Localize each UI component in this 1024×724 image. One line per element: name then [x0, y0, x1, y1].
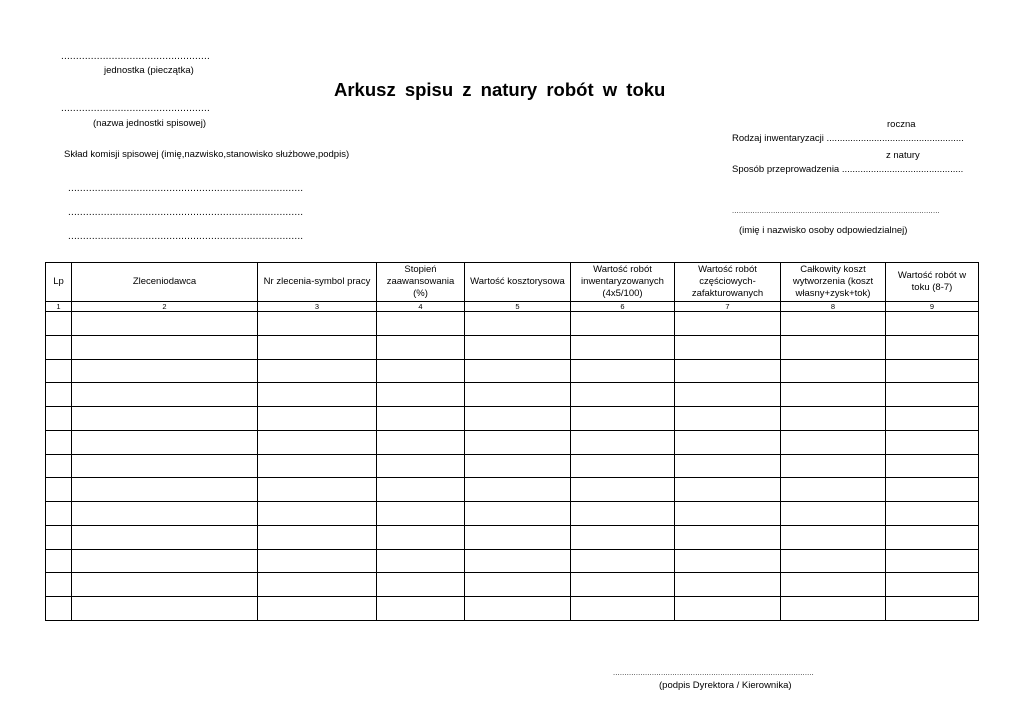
table-row	[46, 549, 979, 573]
table-cell[interactable]	[886, 525, 979, 549]
table-cell[interactable]	[886, 573, 979, 597]
table-cell[interactable]	[258, 359, 377, 383]
column-header-lp: Lp	[46, 263, 72, 302]
table-cell[interactable]	[72, 597, 258, 621]
table-row	[46, 335, 979, 359]
table-cell[interactable]	[675, 597, 781, 621]
table-cell[interactable]	[377, 312, 465, 336]
column-header-progress: Stopień zaawansowania (%)	[377, 263, 465, 302]
table-cell[interactable]	[675, 478, 781, 502]
table-cell[interactable]	[465, 359, 571, 383]
table-row	[46, 359, 979, 383]
table-body	[46, 312, 979, 621]
table-cell[interactable]	[886, 312, 979, 336]
table-cell[interactable]	[258, 549, 377, 573]
table-row	[46, 478, 979, 502]
column-number: 8	[781, 302, 886, 312]
table-cell[interactable]	[465, 478, 571, 502]
commission-line: ...............................................................................	[68, 231, 304, 242]
column-number: 5	[465, 302, 571, 312]
table-cell[interactable]	[377, 597, 465, 621]
table-cell[interactable]	[571, 383, 675, 407]
table-cell[interactable]	[675, 502, 781, 526]
commission-line: ...............................................................................	[68, 207, 304, 218]
table-cell[interactable]	[886, 359, 979, 383]
table-cell[interactable]	[258, 312, 377, 336]
column-number: 1	[46, 302, 72, 312]
table-cell[interactable]	[571, 597, 675, 621]
table-cell[interactable]	[571, 359, 675, 383]
table-cell[interactable]	[46, 359, 72, 383]
table-cell[interactable]	[377, 525, 465, 549]
column-number: 7	[675, 302, 781, 312]
table-cell[interactable]	[377, 573, 465, 597]
unit-stamp-line: ..................................................	[61, 51, 210, 62]
table-cell[interactable]	[886, 407, 979, 431]
table-cell[interactable]	[781, 407, 886, 431]
table-cell[interactable]	[571, 478, 675, 502]
table-cell[interactable]	[781, 430, 886, 454]
table-cell[interactable]	[465, 454, 571, 478]
table-cell[interactable]	[72, 312, 258, 336]
table-cell[interactable]	[781, 454, 886, 478]
column-number: 3	[258, 302, 377, 312]
table-cell[interactable]	[571, 502, 675, 526]
table-cell[interactable]	[465, 502, 571, 526]
table-cell[interactable]	[465, 573, 571, 597]
table-cell[interactable]	[46, 549, 72, 573]
column-number: 2	[72, 302, 258, 312]
table-cell[interactable]	[465, 430, 571, 454]
table-cell[interactable]	[72, 335, 258, 359]
table-cell[interactable]	[675, 407, 781, 431]
table-row	[46, 502, 979, 526]
column-header-inventoried-value: Wartość robót inwentaryzowanych (4x5/100)	[571, 263, 675, 302]
table-cell[interactable]	[781, 359, 886, 383]
table-cell[interactable]	[781, 597, 886, 621]
table-row	[46, 312, 979, 336]
table-cell[interactable]	[72, 573, 258, 597]
table-row	[46, 573, 979, 597]
table-cell[interactable]	[465, 335, 571, 359]
table-cell[interactable]	[258, 502, 377, 526]
table-cell[interactable]	[46, 335, 72, 359]
table-cell[interactable]	[675, 430, 781, 454]
page-title: Arkusz spisu z natury robót w toku	[334, 79, 666, 100]
table-cell[interactable]	[72, 454, 258, 478]
table-row	[46, 383, 979, 407]
signature-line: ........................................................................................	[613, 668, 814, 677]
table-row	[46, 525, 979, 549]
table-cell[interactable]	[675, 573, 781, 597]
table-cell[interactable]	[465, 312, 571, 336]
table-cell[interactable]	[46, 312, 72, 336]
table-cell[interactable]	[377, 335, 465, 359]
table-cell[interactable]	[886, 335, 979, 359]
table-cell[interactable]	[675, 525, 781, 549]
table-cell[interactable]	[46, 454, 72, 478]
table-cell[interactable]	[675, 383, 781, 407]
table-cell[interactable]	[258, 597, 377, 621]
table-cell[interactable]	[377, 383, 465, 407]
table-cell[interactable]	[465, 597, 571, 621]
table-cell[interactable]	[72, 383, 258, 407]
table-cell[interactable]	[675, 359, 781, 383]
column-header-client: Zleceniodawca	[72, 263, 258, 302]
table-cell[interactable]	[46, 430, 72, 454]
table-cell[interactable]	[377, 502, 465, 526]
table-cell[interactable]	[258, 573, 377, 597]
responsible-person-line: ...........................................................................................	[732, 206, 940, 215]
inventory-table	[45, 262, 979, 621]
column-header-invoiced-value: Wartość robót częściowych- zafakturowanych	[675, 263, 781, 302]
table-cell[interactable]	[258, 454, 377, 478]
table-cell[interactable]	[46, 573, 72, 597]
table-cell[interactable]	[886, 502, 979, 526]
spis-unit-label: (nazwa jednostki spisowej)	[93, 118, 206, 129]
table-cell[interactable]	[781, 335, 886, 359]
unit-stamp-label: jednostka (pieczątka)	[104, 65, 194, 76]
table-cell[interactable]	[258, 407, 377, 431]
inventory-type-label: Rodzaj inwentaryzacji ....................................................	[732, 133, 964, 144]
column-number: 4	[377, 302, 465, 312]
table-row	[46, 454, 979, 478]
table-row	[46, 407, 979, 431]
table-cell[interactable]	[781, 502, 886, 526]
table-cell[interactable]	[886, 383, 979, 407]
table-cell[interactable]	[377, 549, 465, 573]
table-row	[46, 430, 979, 454]
table-cell[interactable]	[258, 383, 377, 407]
table-cell[interactable]	[886, 549, 979, 573]
table-cell[interactable]	[781, 525, 886, 549]
table-cell[interactable]	[465, 383, 571, 407]
table-cell[interactable]	[377, 430, 465, 454]
table-cell[interactable]	[377, 478, 465, 502]
table-cell[interactable]	[72, 525, 258, 549]
table-cell[interactable]	[781, 312, 886, 336]
table-row	[46, 597, 979, 621]
table-cell[interactable]	[781, 478, 886, 502]
table-cell[interactable]	[781, 549, 886, 573]
column-number: 9	[886, 302, 979, 312]
table-cell[interactable]	[781, 383, 886, 407]
table-cell[interactable]	[258, 335, 377, 359]
column-header-estimate-value: Wartość kosztorysowa	[465, 263, 571, 302]
responsible-person-label: (imię i nazwisko osoby odpowiedzialnej)	[739, 225, 908, 236]
method-label: Sposób przeprowadzenia ..............................................	[732, 164, 964, 175]
table-cell[interactable]	[377, 454, 465, 478]
commission-line: ...............................................................................	[68, 183, 304, 194]
spis-unit-line: ..................................................	[61, 103, 210, 114]
table-cell[interactable]	[258, 525, 377, 549]
table-cell[interactable]	[258, 478, 377, 502]
table-cell[interactable]	[72, 502, 258, 526]
table-cell[interactable]	[886, 478, 979, 502]
table-cell[interactable]	[886, 454, 979, 478]
table-cell[interactable]	[675, 312, 781, 336]
table-cell[interactable]	[46, 502, 72, 526]
table-cell[interactable]	[781, 573, 886, 597]
method-value: z natury	[886, 150, 920, 161]
table-cell[interactable]	[571, 454, 675, 478]
table-cell[interactable]	[571, 335, 675, 359]
table-cell[interactable]	[571, 573, 675, 597]
table-cell[interactable]	[46, 597, 72, 621]
column-header-wip-value: Wartość robót w toku (8-7)	[886, 263, 979, 302]
table-cell[interactable]	[46, 525, 72, 549]
table-cell[interactable]	[675, 549, 781, 573]
table-cell[interactable]	[46, 407, 72, 431]
table-cell[interactable]	[886, 430, 979, 454]
table-cell[interactable]	[72, 430, 258, 454]
table-cell[interactable]	[886, 597, 979, 621]
table-cell[interactable]	[571, 407, 675, 431]
table-cell[interactable]	[675, 335, 781, 359]
table-cell[interactable]	[72, 549, 258, 573]
table-cell[interactable]	[377, 407, 465, 431]
column-header-order-number: Nr zlecenia-symbol pracy	[258, 263, 377, 302]
table-cell[interactable]	[571, 549, 675, 573]
table-cell[interactable]	[571, 525, 675, 549]
table-cell[interactable]	[465, 549, 571, 573]
column-header-total-cost: Całkowity koszt wytworzenia (koszt własny+zysk+tok)	[781, 263, 886, 302]
table-cell[interactable]	[72, 478, 258, 502]
table-cell[interactable]	[465, 525, 571, 549]
table-cell[interactable]	[258, 430, 377, 454]
table-cell[interactable]	[46, 383, 72, 407]
table-cell[interactable]	[46, 478, 72, 502]
column-number: 6	[571, 302, 675, 312]
table-cell[interactable]	[571, 430, 675, 454]
table-cell[interactable]	[72, 407, 258, 431]
table-cell[interactable]	[571, 312, 675, 336]
table-cell[interactable]	[377, 359, 465, 383]
inventory-type-value: roczna	[887, 119, 916, 130]
table-cell[interactable]	[465, 407, 571, 431]
table-cell[interactable]	[675, 454, 781, 478]
signature-label: (podpis Dyrektora / Kierownika)	[659, 680, 792, 691]
table-cell[interactable]	[72, 359, 258, 383]
commission-label: Skład komisji spisowej (imię,nazwisko,stanowisko służbowe,podpis)	[64, 149, 350, 160]
